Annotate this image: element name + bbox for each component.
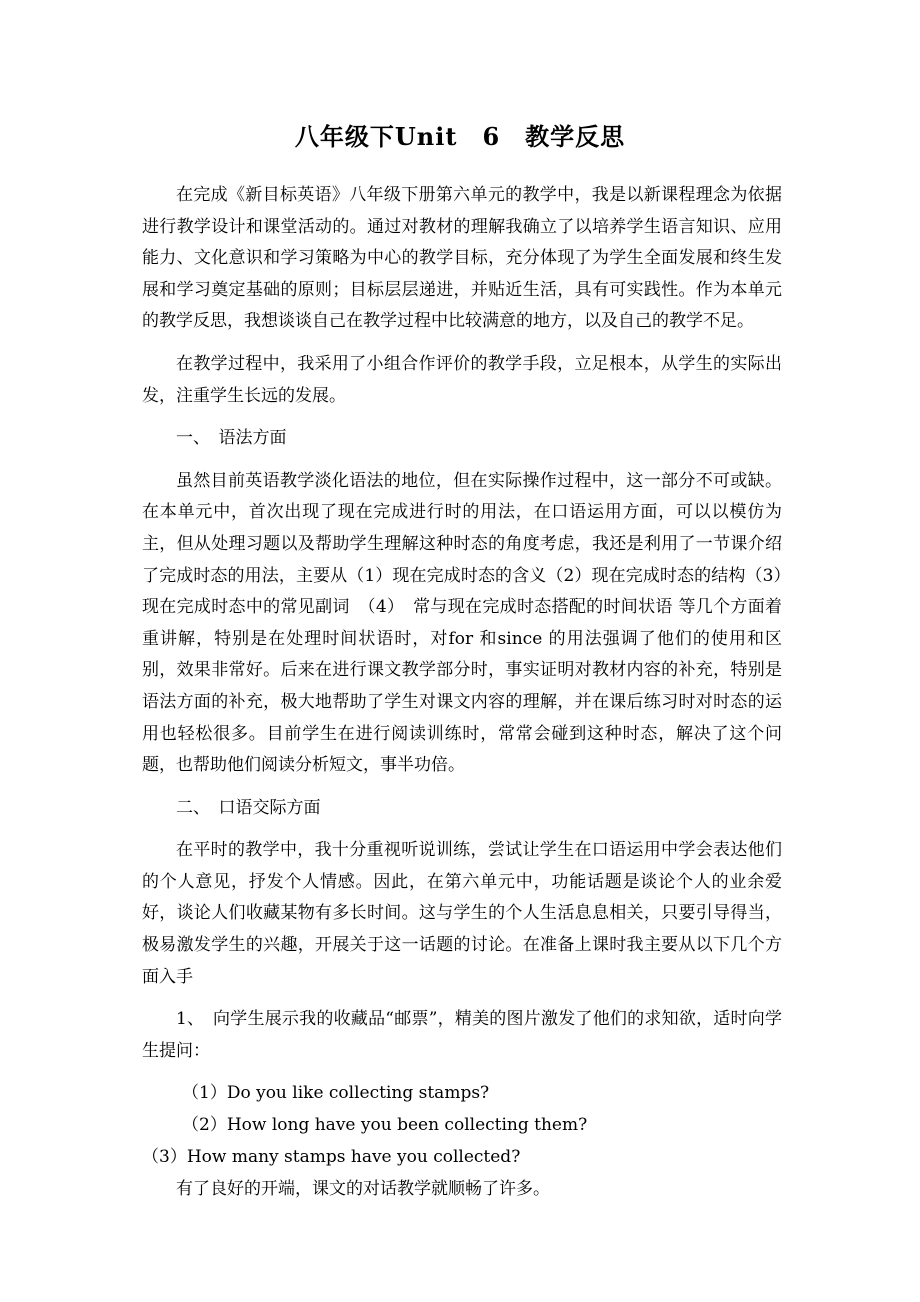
section-heading-grammar: 一、 语法方面 — [176, 428, 287, 449]
paragraph-conclusion: 有了良好的开端，课文的对话教学就顺畅了许多。 — [176, 1179, 550, 1200]
paragraph-grammar: 虽然目前英语教学淡化语法的地位，但在实际操作过程中，这一部分不可或缺。在本单元中，首次出现了现在完成进行时的用法，在口语运用方面，可以以模仿为主，但从处理习题以及帮助学生理解这种时态的角度考虑，我还是利用了一节课介绍了完成时态的用法，主要从（1）现在完成时态的含义（2）现在完成时态的结构（3）现在完成时态中的常见副词 （4） 常与现在完成时态搭配的时间状语 等几个方面着重讲解，特别是在处理时间状语时，对for 和since 的用法强调了他们的使用和区别，效果非常好。后来在进行课文教学部分时，事实证明对教材内容的补充，特别是语法方面的补充，极大地帮助了学生对课文内容的理解，并在课后练习时对时态的运用也轻松很多。目前学生在进行阅读训练时，常常会碰到这种时态，解决了这个问题，也帮助他们阅读分析短文，事半功倍。 — [142, 470, 782, 776]
paragraph-speaking: 在平时的教学中，我十分重视听说训练，尝试让学生在口语运用中学会表达他们的个人意见，抒发个人情感。因此，在第六单元中，功能话题是谈论个人的业余爱好，谈论人们收藏某物有多长时间。这与学生的个人生活息息相关，只要引导得当，极易激发学生的兴趣，开展关于这一话题的讨论。在准备上课时我主要从以下几个方面入手 — [142, 840, 782, 987]
question-1: （1）Do you like collecting stamps? — [182, 1083, 490, 1104]
document-body — [142, 180, 782, 1217]
section-heading-speaking: 二、 口语交际方面 — [176, 797, 321, 818]
paragraph-method: 在教学过程中，我采用了小组合作评价的教学手段，立足根本，从学生的实际出发，注重学生长远的发展。 — [142, 353, 782, 406]
paragraph-stamps: 1、 向学生展示我的收藏品“邮票”，精美的图片激发了他们的求知欲，适时向学生提问： — [142, 1009, 782, 1061]
document-title: 八年级下Unit 6 教学反思 — [294, 122, 626, 151]
question-2: （2）How long have you been collecting them? — [182, 1115, 588, 1136]
question-3: （3）How many stamps have you collected? — [142, 1147, 521, 1168]
paragraph-intro: 在完成《新目标英语》八年级下册第六单元的教学中，我是以新课程理念为依据进行教学设计和课堂活动的。通过对教材的理解我确立了以培养学生语言知识、应用能力、文化意识和学习策略为中心的教学目标，充分体现了为学生全面发展和终生发展和学习奠定基础的原则；目标层层递进，并贴近生活，具有可实践性。作为本单元的教学反思，我想谈谈自己在教学过程中比较满意的地方，以及自己的教学不足。 — [142, 185, 782, 332]
